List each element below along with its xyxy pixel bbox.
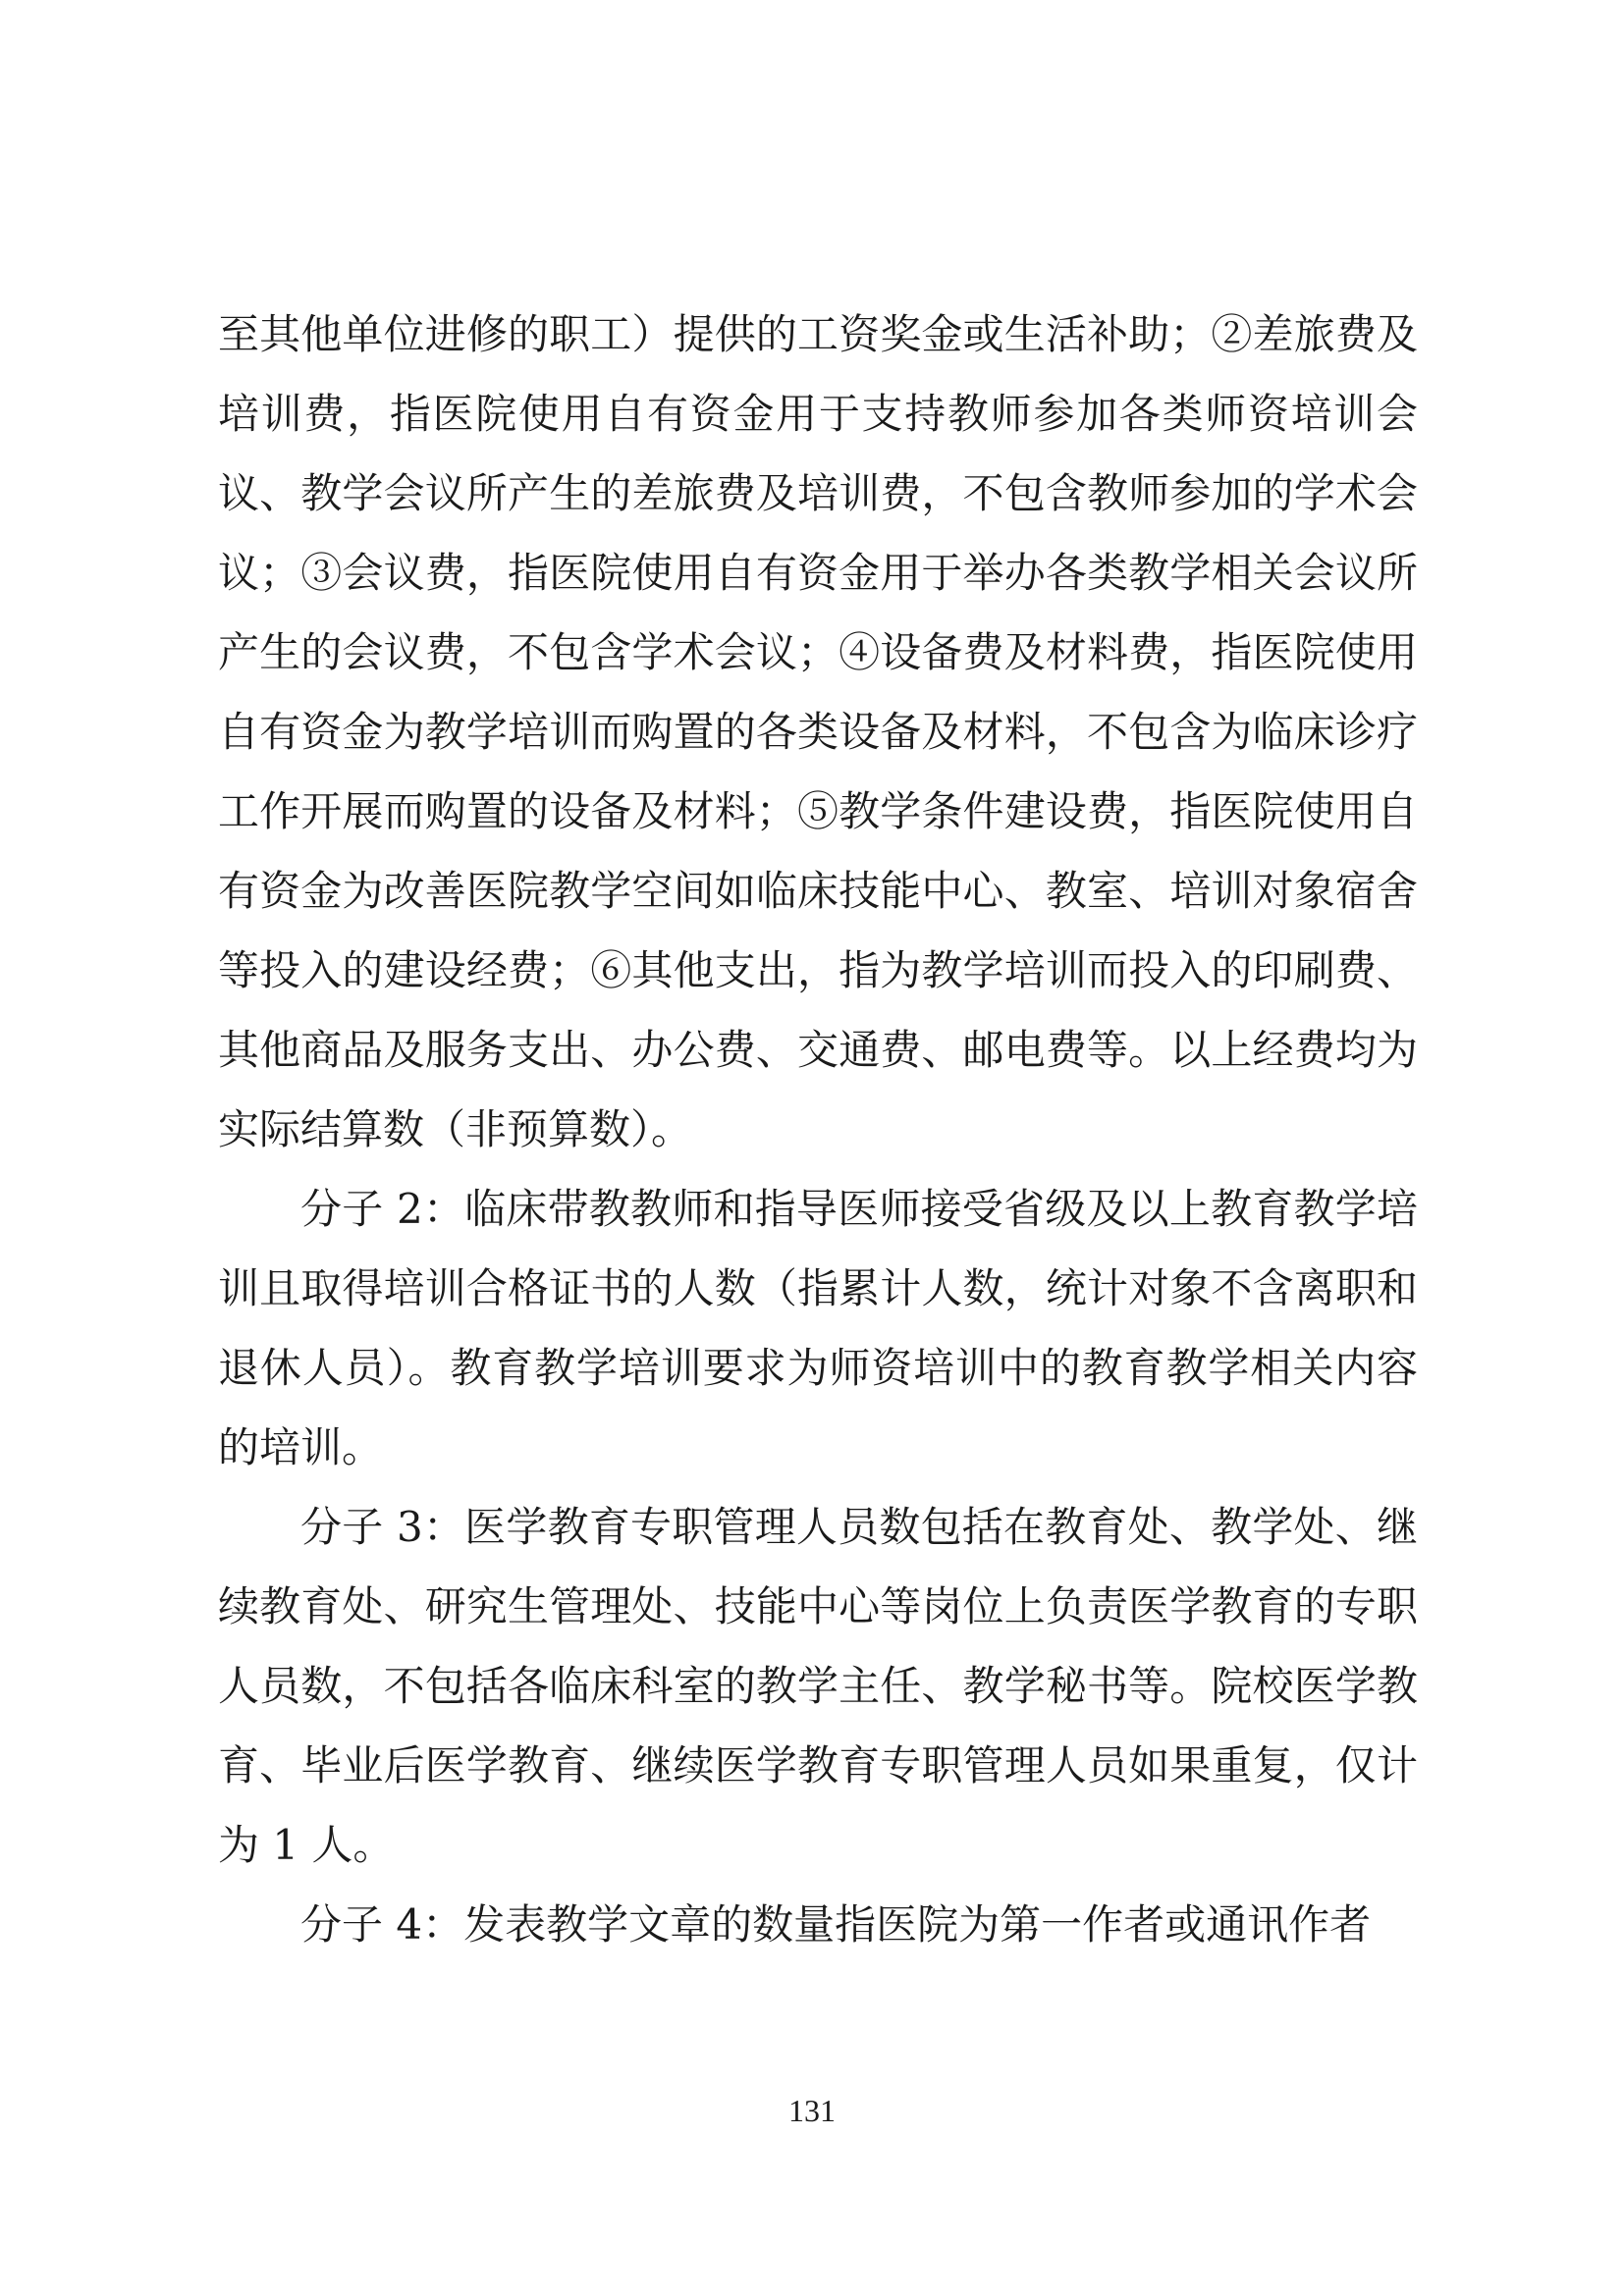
paragraph-numerator-2: 分子 2：临床带教教师和指导医师接受省级及以上教育教学培训且取得培训合格证书的人数（指累计人数，统计对象不含离职和退休人员）。教育教学培训要求为师资培训中的教育教学相关内容的培训。 xyxy=(218,1185,1418,1471)
page-number: 131 xyxy=(788,2093,836,2128)
paragraph-numerator-3: 分子 3：医学教育专职管理人员数包括在教育处、教学处、继续教育处、研究生管理处、技能中心等岗位上负责医学教育的专职人员数，不包括各临床科室的教学主任、教学秘书等。院校医学教育、毕业后医学教育、继续医学教育专职管理人员如果重复，仅计为 1 人。 xyxy=(218,1503,1418,1869)
paragraph-numerator-4: 分子 4：发表教学文章的数量指医院为第一作者或通讯作者 xyxy=(300,1900,1372,1949)
body-text xyxy=(218,294,1418,1964)
paragraph-continuation: 至其他单位进修的职工）提供的工资奖金或生活补助；②差旅费及培训费，指医院使用自有资金用于支持教师参加各类师资培训会议、教学会议所产生的差旅费及培训费，不包含教师参加的学术会议；③会议费，指医院使用自有资金用于举办各类教学相关会议所产生的会议费，不包含学术会议；④设备费及材料费，指医院使用自有资金为教学培训而购置的各类设备及材料，不包含为临床诊疗工作开展而购置的设备及材料；⑤教学条件建设费，指医院使用自有资金为改善医院教学空间如临床技能中心、教室、培训对象宿舍等投入的建设经费；⑥其他支出，指为教学培训而投入的印刷费、其他商品及服务支出、办公费、交通费、邮电费等。以上经费均为实际结算数（非预算数）。 xyxy=(218,310,1418,1153)
